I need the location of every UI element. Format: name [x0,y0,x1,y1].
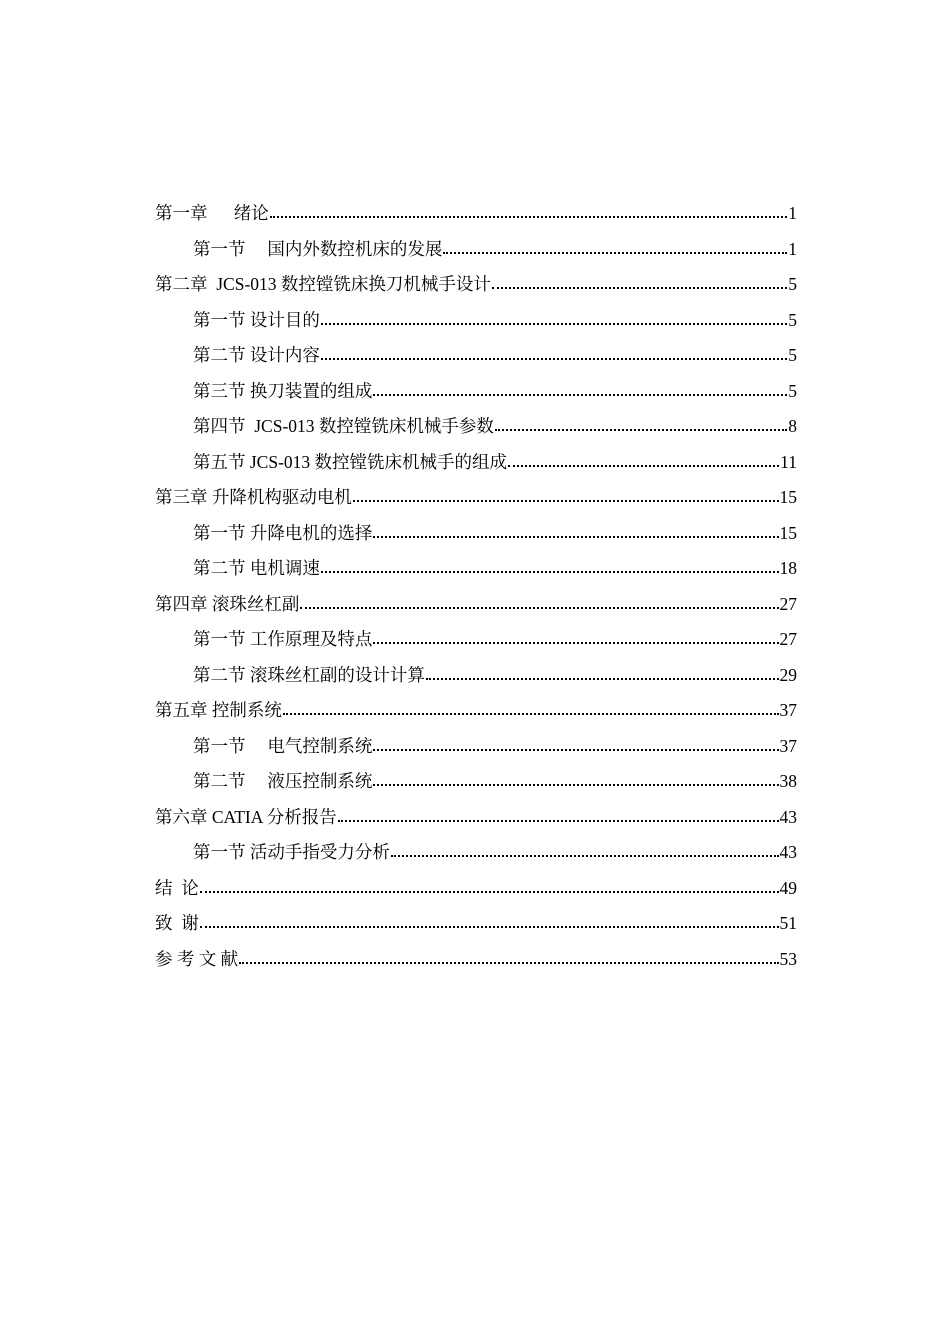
toc-entry-page-number: 1 [788,203,797,223]
toc-entry-title: 第四章 滚珠丝杠副 [155,593,300,614]
toc-entry-page-number: 43 [779,806,797,827]
toc-entry-title: 第一节 升降电机的选择 [193,522,373,543]
toc-entry-title: 第一章 绪论 [155,203,269,223]
toc-section-entry[interactable] [155,764,797,800]
toc-chapter-entry[interactable] [155,693,797,729]
toc-entry-title: 参 考 文 献 [155,948,239,969]
toc-dot-leader [373,393,787,396]
toc-entry-title: 第二节 设计内容 [193,345,320,365]
toc-entry-title: 第三章 升降机构驱动电机 [155,487,352,507]
toc-section-entry[interactable] [155,338,797,374]
toc-chapter-entry[interactable] [155,906,797,942]
toc-entry-title: 第二节 滚珠丝杠副的设计计算 [193,664,425,685]
toc-chapter-entry[interactable] [155,942,797,978]
toc-dot-leader [353,499,779,502]
toc-dot-leader [283,712,779,715]
toc-dot-leader [373,641,778,644]
toc-entry-title: 第一节 国内外数控机床的发展 [193,238,443,259]
toc-entry-page-number: 18 [779,558,797,578]
toc-dot-leader [443,251,787,254]
toc-entry-title: 第二章 JCS-013 数控镗铣床换刀机械手设计 [155,274,491,294]
toc-chapter-entry[interactable] [155,196,797,232]
toc-entry-page-number: 51 [779,913,797,933]
toc-section-entry[interactable] [155,516,797,552]
toc-entry-page-number: 8 [788,416,797,436]
toc-section-entry[interactable] [155,658,797,694]
toc-section-entry[interactable] [155,835,797,871]
toc-entry-title: 第一节 设计目的 [193,309,320,330]
toc-dot-leader [391,854,779,857]
toc-dot-leader [373,535,778,538]
toc-entry-page-number: 5 [788,345,797,365]
toc-entry-page-number: 15 [779,487,797,507]
toc-dot-leader [373,748,778,751]
toc-entry-title: 致 谢 [155,913,199,933]
toc-entry-page-number: 53 [779,948,797,969]
toc-entry-page-number: 37 [779,700,797,720]
toc-section-entry[interactable] [155,374,797,410]
toc-entry-title: 第一节 工作原理及特点 [193,629,373,649]
toc-dot-leader [492,286,787,289]
toc-entry-title: 第二节 液压控制系统 [193,771,373,791]
toc-section-entry[interactable] [155,232,797,268]
toc-section-entry[interactable] [155,445,797,481]
toc-dot-leader [508,464,779,467]
toc-entry-page-number: 1 [788,238,797,259]
toc-entry-title: 第一节 电气控制系统 [193,735,373,756]
toc-entry-page-number: 11 [780,451,797,472]
toc-entry-page-number: 27 [779,629,797,649]
toc-section-entry[interactable] [155,729,797,765]
toc-entry-page-number: 5 [788,309,797,330]
toc-entry-page-number: 43 [779,842,797,862]
toc-dot-leader [426,677,779,680]
toc-dot-leader [495,428,787,431]
toc-entry-page-number: 49 [779,877,797,898]
toc-section-entry[interactable] [155,409,797,445]
toc-entry-title: 第六章 CATIA 分析报告 [155,806,337,827]
toc-entry-page-number: 27 [779,593,797,614]
toc-entry-title: 第三节 换刀装置的组成 [193,380,373,401]
toc-entry-title: 第五节 JCS-013 数控镗铣床机械手的组成 [193,451,508,472]
toc-dot-leader [270,215,788,218]
toc-entry-title: 第五章 控制系统 [155,700,282,720]
table-of-contents [155,196,797,977]
toc-entry-title: 第四节 JCS-013 数控镗铣床机械手参数 [193,416,494,436]
toc-dot-leader [200,890,779,893]
toc-entry-page-number: 38 [779,771,797,791]
toc-chapter-entry[interactable] [155,480,797,516]
toc-dot-leader [373,783,778,786]
toc-entry-page-number: 15 [779,522,797,543]
toc-entry-title: 结 论 [155,877,199,898]
toc-entry-page-number: 5 [788,274,797,294]
toc-section-entry[interactable] [155,303,797,339]
toc-dot-leader [300,606,778,609]
toc-dot-leader [321,322,787,325]
toc-dot-leader [321,570,779,573]
toc-chapter-entry[interactable] [155,587,797,623]
toc-entry-title: 第二节 电机调速 [193,558,320,578]
toc-dot-leader [338,819,779,822]
toc-section-entry[interactable] [155,551,797,587]
toc-chapter-entry[interactable] [155,800,797,836]
toc-entry-page-number: 5 [788,380,797,401]
toc-dot-leader [200,925,779,928]
toc-entry-page-number: 29 [779,664,797,685]
toc-entry-page-number: 37 [779,735,797,756]
toc-chapter-entry[interactable] [155,267,797,303]
toc-dot-leader [239,961,778,964]
toc-chapter-entry[interactable] [155,871,797,907]
toc-dot-leader [321,357,787,360]
toc-entry-title: 第一节 活动手指受力分析 [193,842,390,862]
toc-section-entry[interactable] [155,622,797,658]
